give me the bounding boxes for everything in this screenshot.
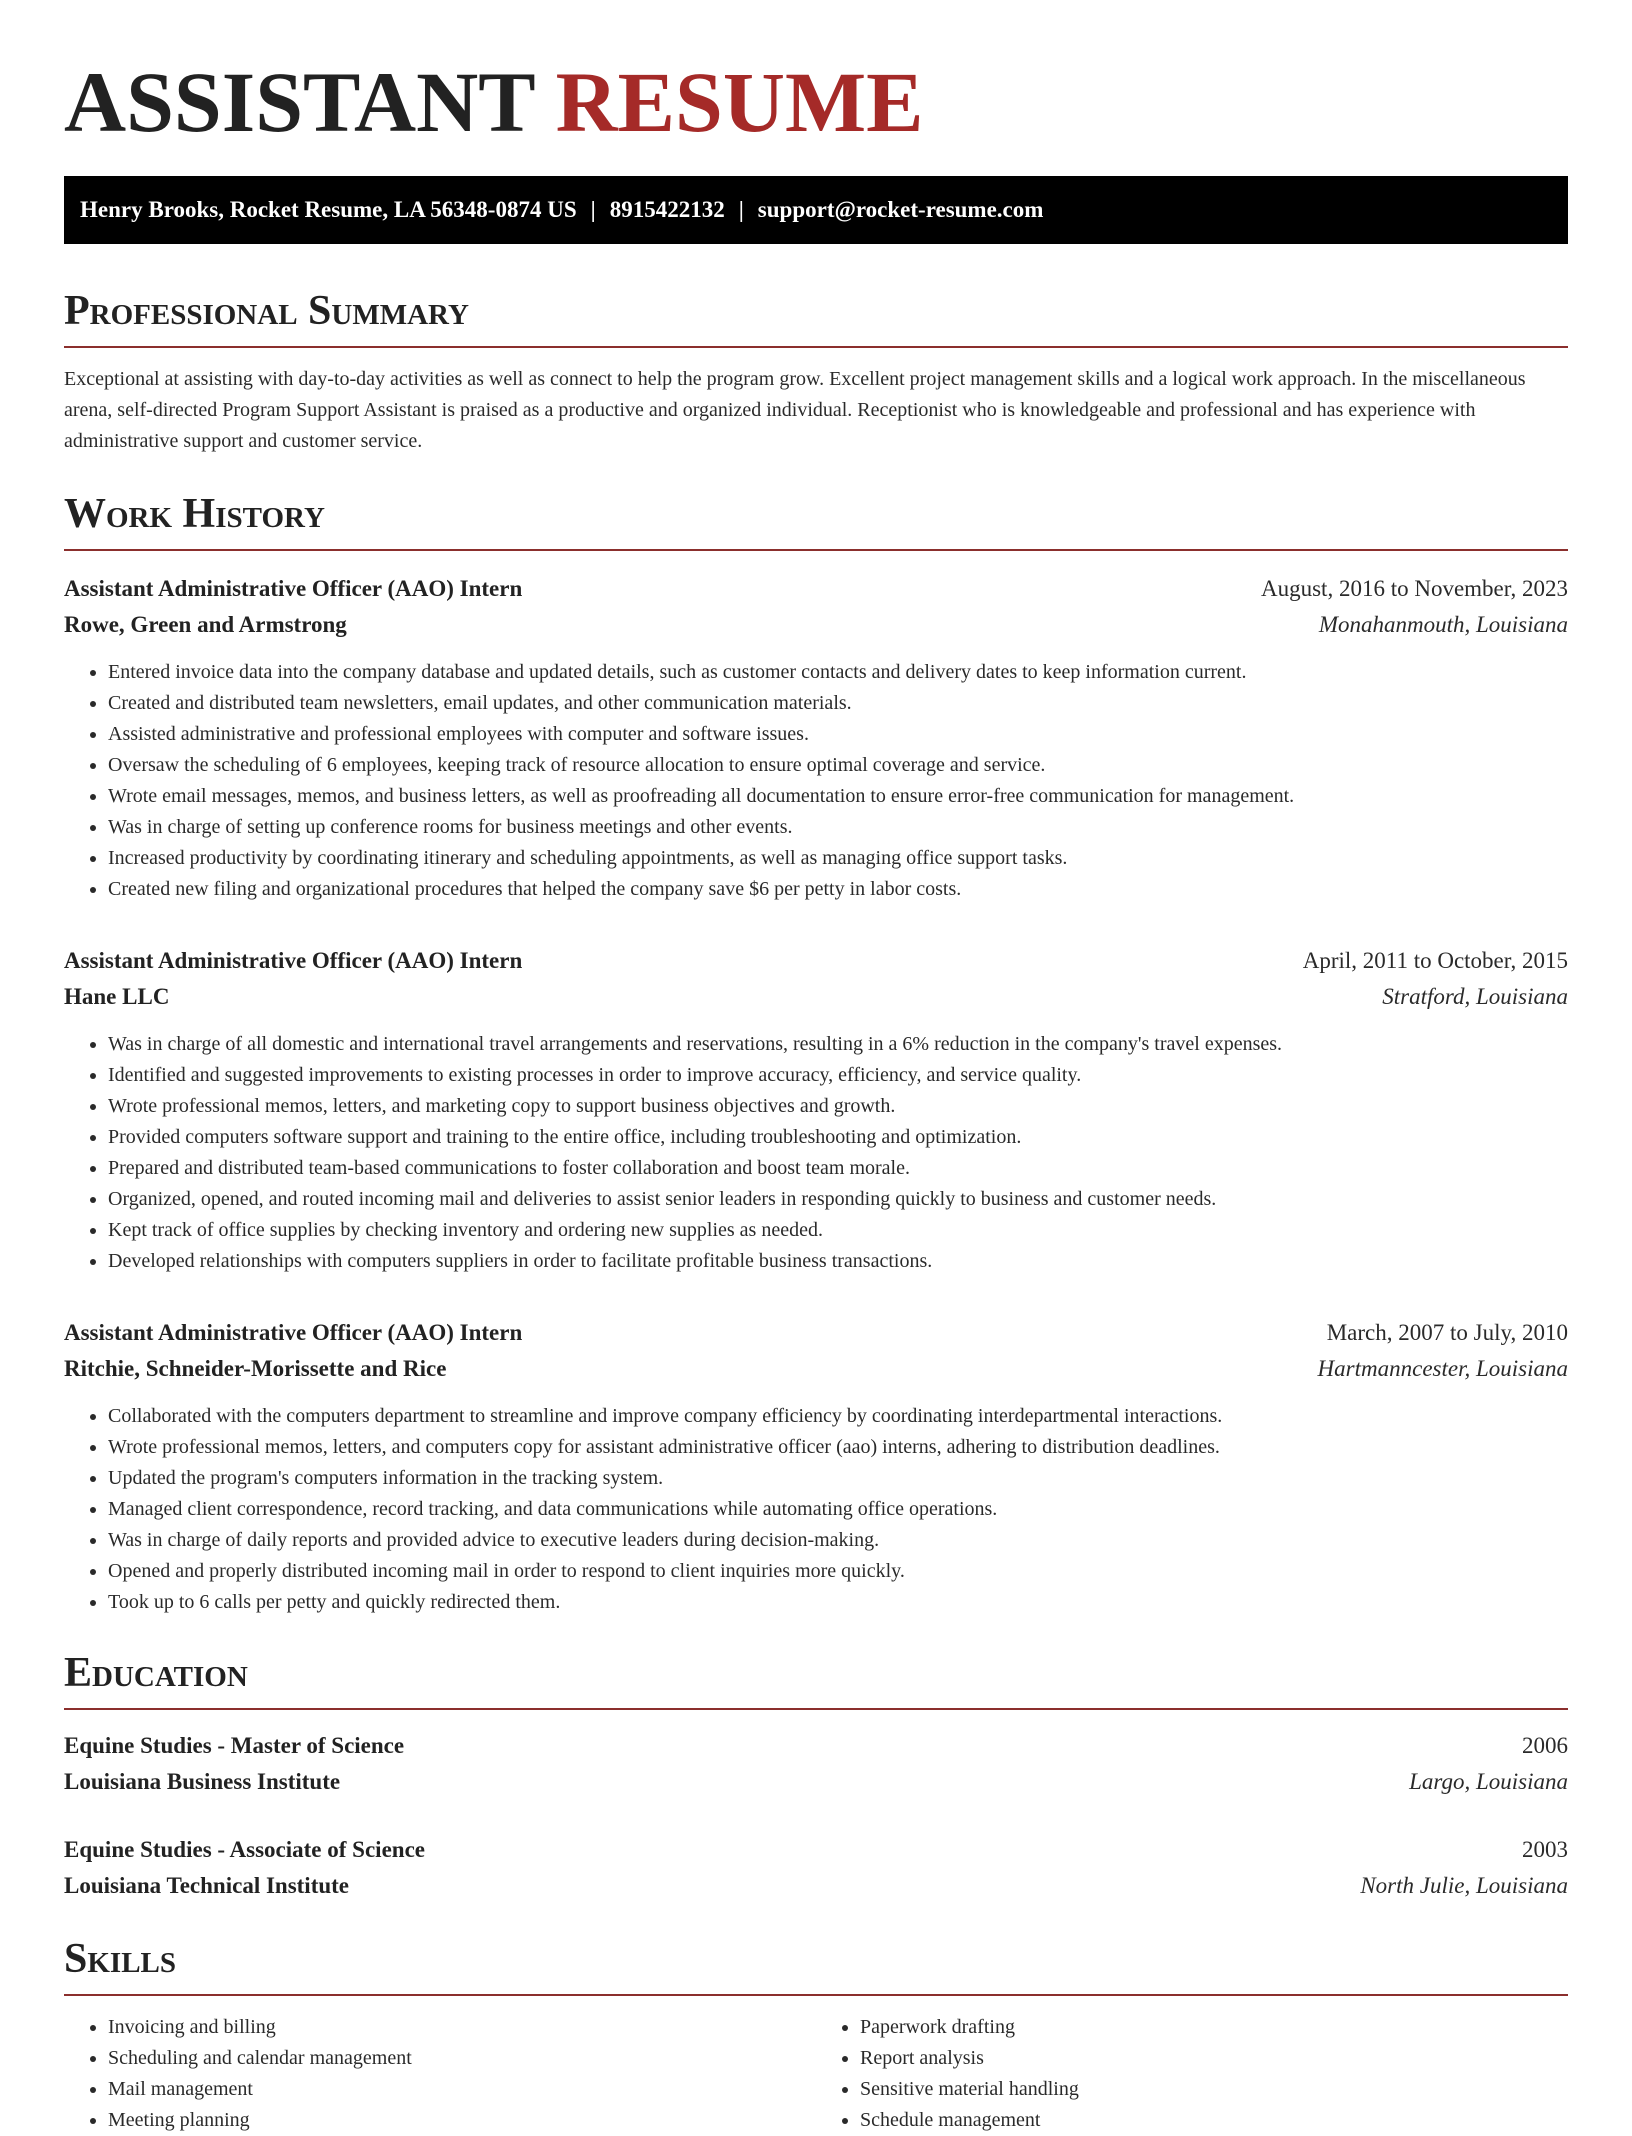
education-year: 2006 xyxy=(1522,1733,1568,1758)
list-item: • Managed client correspondence, record tracking, and data communications while automating office operations. xyxy=(108,1494,1568,1525)
page-title xyxy=(64,0,1568,152)
list-item: • Oversaw the scheduling of 6 employees, keeping track of resource allocation to ensure optimal coverage and service. xyxy=(108,750,1568,781)
education-header-row xyxy=(64,1728,1568,1764)
education-degree: Equine Studies - Master of Science xyxy=(64,1733,405,1758)
list-item: • Was in charge of daily reports and provided advice to executive leaders during decision-making. xyxy=(108,1525,1568,1556)
list-item: • Developed relationships with computers suppliers in order to facilitate profitable business transactions. xyxy=(108,1246,1568,1277)
job-company-row xyxy=(64,979,1568,1015)
job-location: Stratford, Louisiana xyxy=(1382,984,1568,1009)
list-item: • Was in charge of setting up conference rooms for business meetings and other events. xyxy=(108,812,1568,843)
education-school-row xyxy=(64,1764,1568,1800)
skills-heading: Skills xyxy=(64,1934,1568,1996)
education-header-row xyxy=(64,1832,1568,1868)
job-title: Assistant Administrative Officer (AAO) Intern xyxy=(64,1320,523,1345)
job-entry xyxy=(64,571,1568,905)
summary-text: Exceptional at assisting with day-to-day activities as well as connect to help the program grow. Excellent project management skills and a logical work approach. In the miscellaneous arena, self-directed Program Support Assistant is praised as a productive and organized individual. Receptionist who is knowledgeable and professional and has experience with administrative support and customer service. xyxy=(64,368,1526,452)
list-item: • Scheduling and calendar management xyxy=(108,2043,816,2074)
education-heading: Education xyxy=(64,1648,1568,1710)
list-item: • Mail management xyxy=(108,2074,816,2105)
list-item: • Meeting planning xyxy=(108,2105,816,2136)
job-dates: April, 2011 to October, 2015 xyxy=(1302,948,1568,973)
contact-phone: 8915422132 xyxy=(609,197,725,222)
list-item: • Created and distributed team newsletters, email updates, and other communication materials. xyxy=(108,688,1568,719)
education-entry xyxy=(64,1832,1568,1904)
list-item: • Took up to 6 calls per petty and quickly redirected them. xyxy=(108,1587,1568,1618)
list-item: • Report analysis xyxy=(860,2043,1568,2074)
list-item: • Identified and suggested improvements to existing processes in order to improve accuracy, efficiency, and service quality. xyxy=(108,1060,1568,1091)
list-item: • Increased productivity by coordinating itinerary and scheduling appointments, as well as managing office support tasks. xyxy=(108,843,1568,874)
list-item: • Organized, opened, and routed incoming mail and deliveries to assist senior leaders in responding quickly to business and customer needs. xyxy=(108,1184,1568,1215)
skills-list-left xyxy=(64,2012,816,2136)
job-dates: August, 2016 to November, 2023 xyxy=(1261,576,1568,601)
job-location: Hartmanncester, Louisiana xyxy=(1317,1356,1568,1381)
skills-columns xyxy=(64,2012,1568,2136)
list-item: • Schedule management xyxy=(860,2105,1568,2136)
job-header-row xyxy=(64,943,1568,979)
job-title: Assistant Administrative Officer (AAO) Intern xyxy=(64,948,523,973)
list-item: • Kept track of office supplies by checking inventory and ordering new supplies as needed. xyxy=(108,1215,1568,1246)
job-company-row xyxy=(64,1351,1568,1387)
contact-email: support@rocket-resume.com xyxy=(757,197,1044,222)
list-item: • Wrote email messages, memos, and business letters, as well as proofreading all documentation to ensure error-free communication for management. xyxy=(108,781,1568,812)
list-item: • Wrote professional memos, letters, and marketing copy to support business objectives and growth. xyxy=(108,1091,1568,1122)
education-year: 2003 xyxy=(1522,1837,1568,1862)
list-item: • Created new filing and organizational procedures that helped the company save $6 per petty in labor costs. xyxy=(108,874,1568,905)
job-title: Assistant Administrative Officer (AAO) Intern xyxy=(64,576,523,601)
list-item: • Collaborated with the computers department to streamline and improve company efficiency by coordinating interdepartmental interactions. xyxy=(108,1401,1568,1432)
title-part-1: ASSISTANT xyxy=(64,54,535,150)
skills-section xyxy=(64,1934,1568,2136)
job-company: Rowe, Green and Armstrong xyxy=(64,612,347,637)
job-bullets xyxy=(64,1401,1568,1618)
education-school: Louisiana Technical Institute xyxy=(64,1873,350,1898)
job-company-row xyxy=(64,607,1568,643)
contact-separator: | xyxy=(738,197,744,222)
job-entry xyxy=(64,1315,1568,1618)
list-item: • Provided computers software support and training to the entire office, including troubleshooting and optimization. xyxy=(108,1122,1568,1153)
list-item: • Entered invoice data into the company database and updated details, such as customer contacts and delivery dates to keep information current. xyxy=(108,657,1568,688)
list-item: • Paperwork drafting xyxy=(860,2012,1568,2043)
education-degree: Equine Studies - Associate of Science xyxy=(64,1837,425,1862)
job-header-row xyxy=(64,1315,1568,1351)
list-item: • Updated the program's computers information in the tracking system. xyxy=(108,1463,1568,1494)
list-item: • Invoicing and billing xyxy=(108,2012,816,2043)
education-entry xyxy=(64,1728,1568,1800)
list-item: • Sensitive material handling xyxy=(860,2074,1568,2105)
summary-heading: Professional Summary xyxy=(64,286,1568,348)
education-school-row xyxy=(64,1868,1568,1904)
contact-bar xyxy=(64,176,1568,244)
contact-separator: | xyxy=(590,197,596,222)
education-location: Largo, Louisiana xyxy=(1409,1769,1568,1794)
job-location: Monahanmouth, Louisiana xyxy=(1318,612,1568,637)
list-item: • Assisted administrative and professional employees with computer and software issues. xyxy=(108,719,1568,750)
job-bullets xyxy=(64,657,1568,905)
list-item: • Prepared and distributed team-based communications to foster collaboration and boost team morale. xyxy=(108,1153,1568,1184)
education-school: Louisiana Business Institute xyxy=(64,1769,341,1794)
education-location: North Julie, Louisiana xyxy=(1360,1873,1568,1898)
list-item: • Wrote professional memos, letters, and computers copy for assistant administrative officer (aao) interns, adhering to distribution deadlines. xyxy=(108,1432,1568,1463)
title-part-2: RESUME xyxy=(555,54,924,150)
job-header-row xyxy=(64,571,1568,607)
job-company: Hane LLC xyxy=(64,984,170,1009)
job-entry xyxy=(64,943,1568,1277)
list-item: • Opened and properly distributed incoming mail in order to respond to client inquiries more quickly. xyxy=(108,1556,1568,1587)
summary-section xyxy=(64,286,1568,457)
work-history-section xyxy=(64,489,1568,1618)
job-dates: March, 2007 to July, 2010 xyxy=(1326,1320,1568,1345)
work-history-heading: Work History xyxy=(64,489,1568,551)
list-item: • Was in charge of all domestic and international travel arrangements and reservations, resulting in a 6% reduction in the company's travel expenses. xyxy=(108,1029,1568,1060)
skills-list-right xyxy=(816,2012,1568,2136)
job-bullets xyxy=(64,1029,1568,1277)
job-company: Ritchie, Schneider-Morissette and Rice xyxy=(64,1356,447,1381)
education-section xyxy=(64,1648,1568,1904)
contact-address: Henry Brooks, Rocket Resume, LA 56348-0874 US xyxy=(80,197,577,222)
